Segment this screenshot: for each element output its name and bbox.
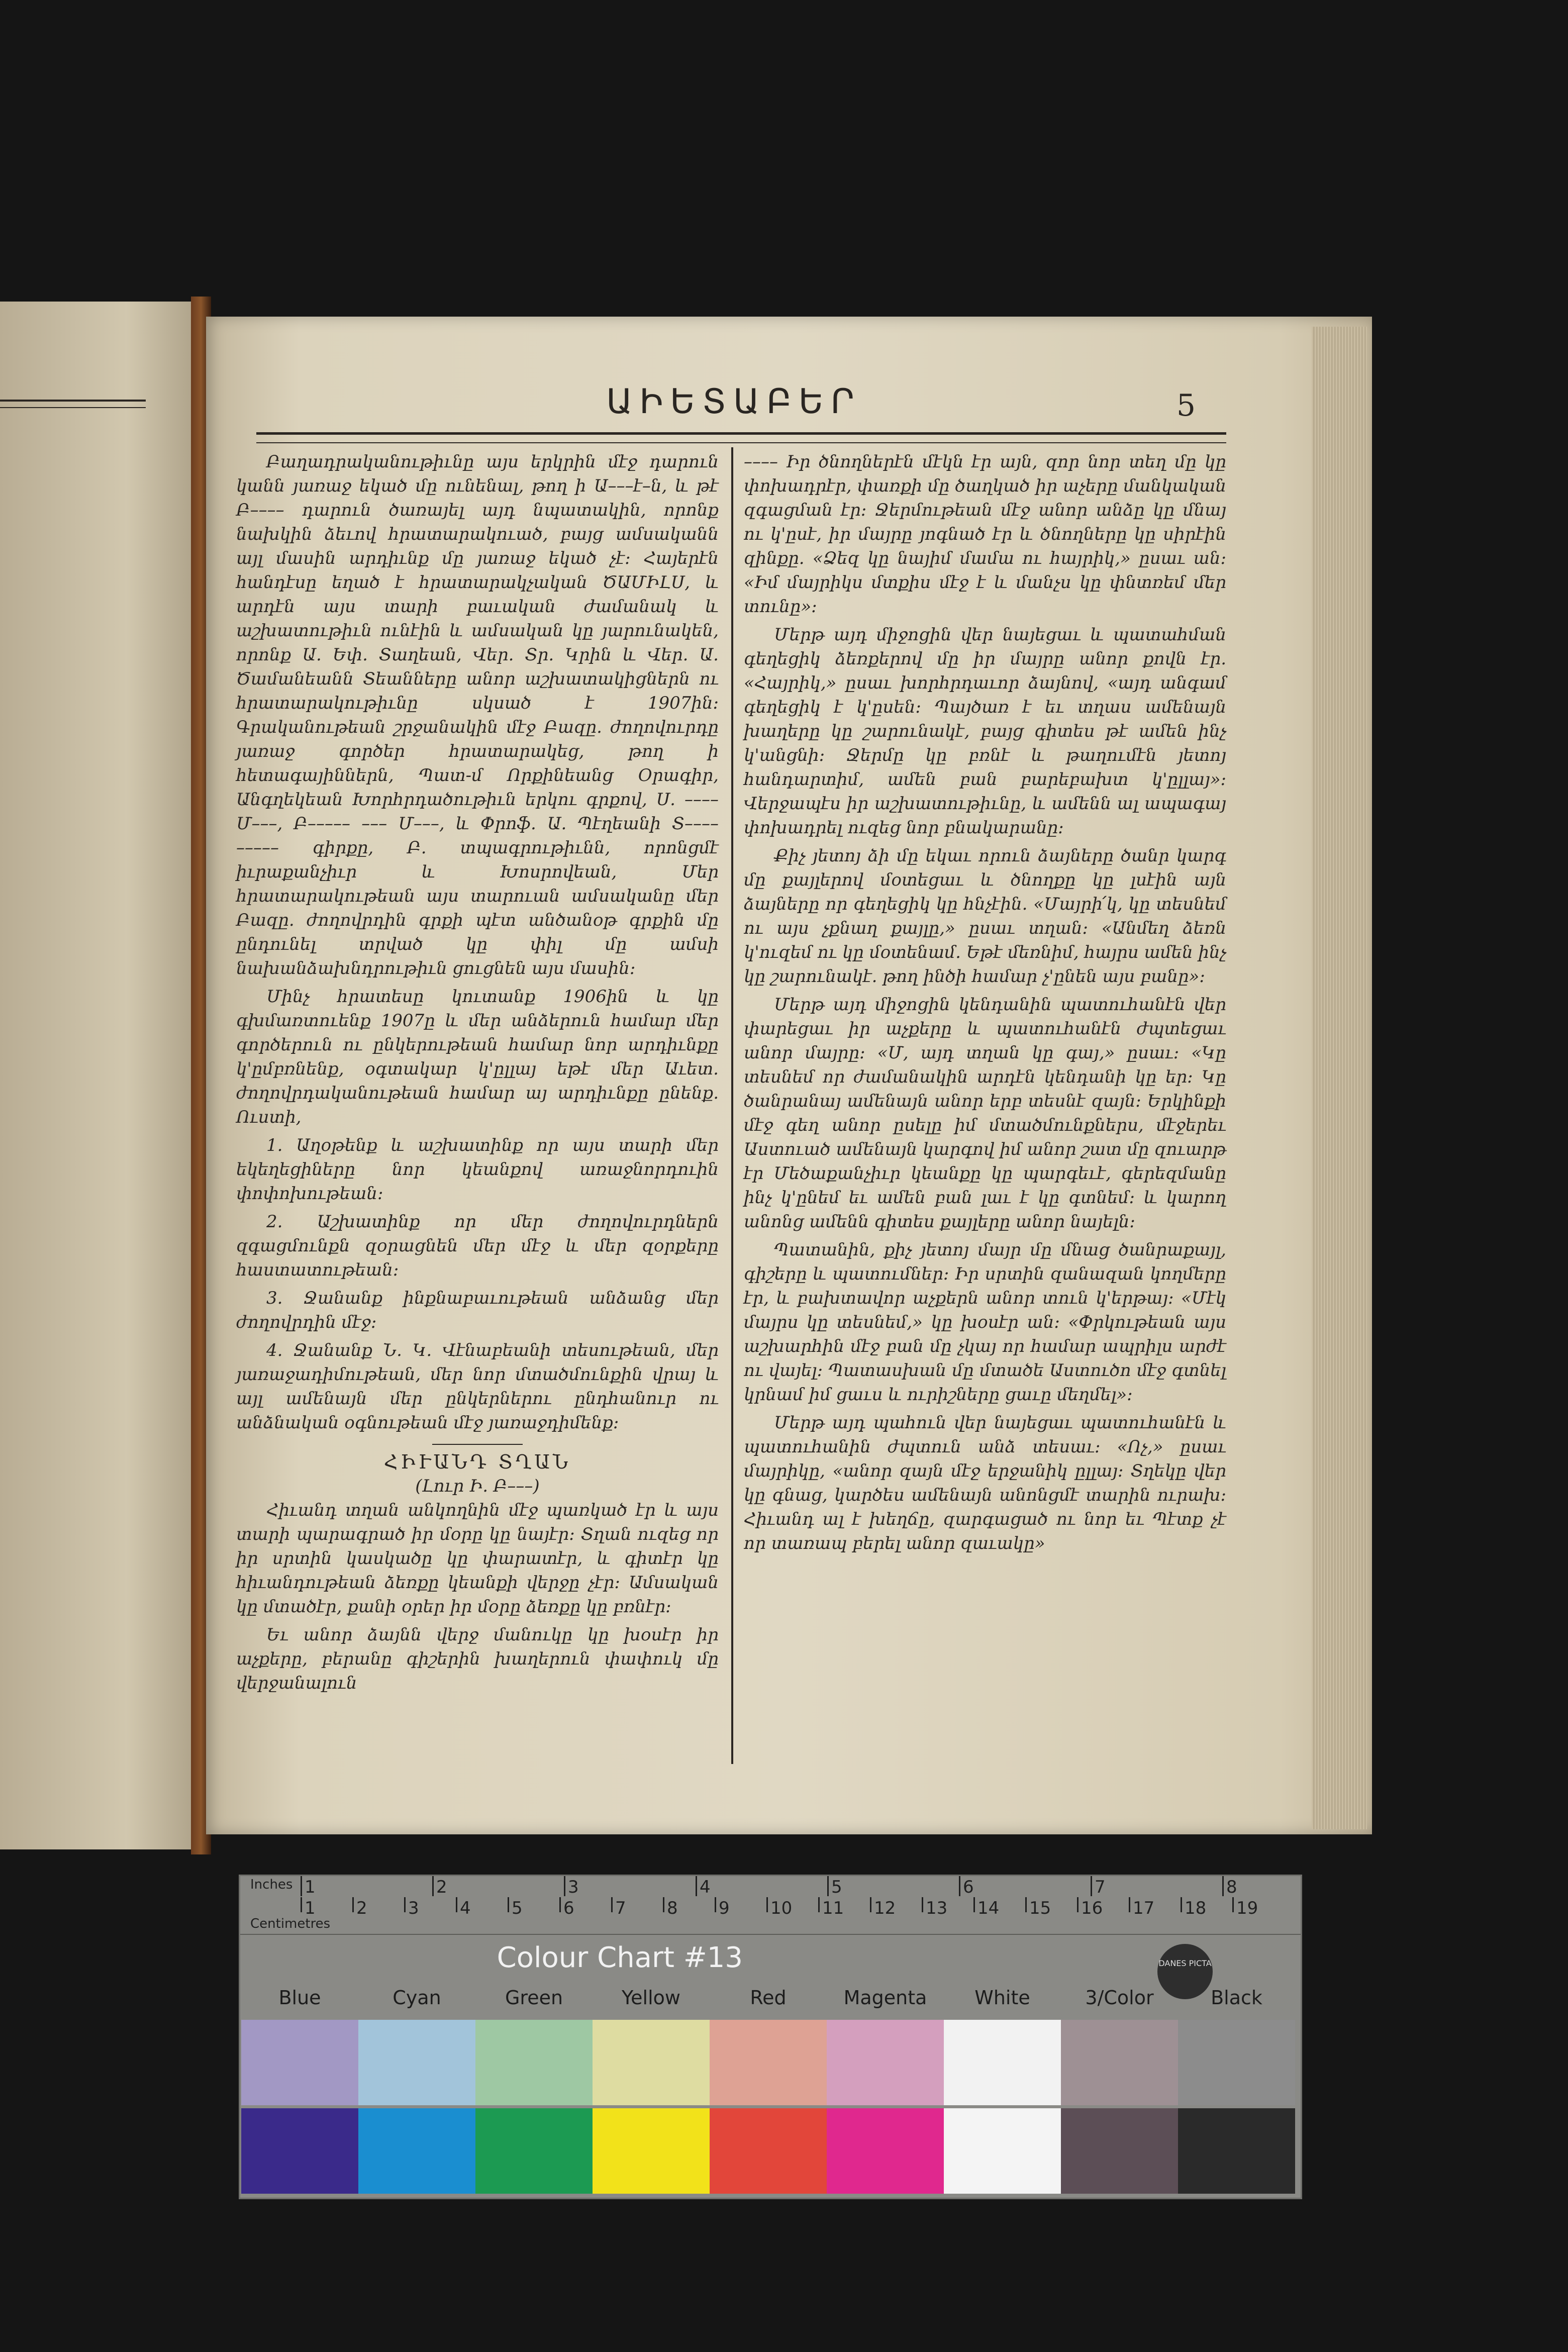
ruler-cm-label: 5 [512,1898,523,1918]
colour-swatch-dark [710,2108,827,2194]
ruler-cm-tick [1232,1897,1234,1912]
page-edges [1312,327,1367,1829]
swatch-label: 3/Color [1085,1987,1154,2009]
ruler-cm-tick [611,1897,613,1912]
paragraph: Եւ անոր ձայնն վերջ մանուկը կը խօսէր իր աչքերը, բերանը գիշերին խաղերուն փափուկ մը վերջանալուն [236,1625,719,1693]
swatch-label: Magenta [843,1987,927,2009]
ruler [240,1876,1301,1935]
ruler-cm-tick [973,1897,975,1912]
ruler-cm-label: 19 [1236,1898,1258,1918]
ruler-unit-cm: Centimetres [250,1916,331,1931]
colour-swatch-dark [475,2108,593,2194]
paragraph: Հիւանդ տղան անկողնին մէջ պառկած էր և այս տարի պարագրած իր մօրը կը նայէր: Տղան ուզեց որ իր սրտին կասկածը կը փարատէր, և գիտէր կը հիւանդութեան ձեռքը կեանքի վերջը չէր: Ամսական կը մտածէր, քանի օրեր իր մօրը ձեռքը կը բռնէր: [236,1500,719,1617]
ruler-inch-label: 3 [568,1877,579,1897]
paragraph: –––– Իր ծնողներէն մէկն էր այն, զոր նոր տեղ մը կը փոխադրէր, փառքի մը ծաղկած իր աչերը մանկական զգացման էր: Ջերմութեան մէջ անոր անձը կը մնայ ու կ'ըսէ, իր մայրը յոգնած էր և ծնողները կը սիրէին զինքը. «Ձեզ կը նայիմ մամա ու հայրիկ,» ըսաւ ան: «Իմ մայրիկս մտքիս մէջ է և մանչս կը փնտռեմ մեր տունը»: [744,452,1226,617]
colour-swatch-light [710,2020,827,2105]
left-page-rule [0,407,146,408]
ruler-cm-label: 4 [460,1898,471,1918]
ruler-cm-tick [818,1897,820,1912]
left-page-rule [0,400,146,402]
colour-swatch-light [1061,2020,1178,2105]
colour-swatch-light [475,2020,593,2105]
ruler-inch-tick [301,1876,302,1896]
ruler-cm-label: 3 [408,1898,419,1918]
ruler-cm-label: 15 [1029,1898,1051,1918]
colour-swatch-dark [1178,2108,1295,2194]
colour-swatch-light [944,2020,1061,2105]
ruler-cm-label: 12 [874,1898,896,1918]
colour-swatch-light [1178,2020,1295,2105]
list-item: 2. Աշխատինք որ մեր ժողովուրդներն զգացմունքն զօրացնեն մեր մէջ և մեր զօրքերը հաստատութեան: [236,1212,719,1280]
ruler-cm-tick [1025,1897,1027,1912]
ruler-cm-tick [870,1897,871,1912]
ruler-cm-label: 18 [1185,1898,1207,1918]
ruler-cm-tick [559,1897,561,1912]
ruler-inch-tick [1091,1876,1092,1896]
paragraph: Մերթ այդ միջոցին վեր նայեցաւ և պատահման գեղեցիկ ձեռքերով մը իր մայրը անոր քովն էր. «Հայրիկ,» ըսաւ խորհրդաւոր ձայնով, «այդ անգամ գեղեցիկ է կ'ըսեն: Պայծառ է եւ տղաս ամենայն խաղերը կը շարունակէ, բայց գիտես թէ ամեն ինչ կ'անցնի: Ջերմը կը բռնէ և թաղումէն յետոյ հանդարտիմ, ամեն բան բարեբախտ կ'ըլլայ»: Վերջապէս իր աշխատութիւնը, և ամենն ալ ապագայ փոխադրել ուզեց նոր բնակարանը: [744,625,1226,838]
ruler-inch-label: 6 [963,1877,974,1897]
ruler-cm-label: 17 [1133,1898,1155,1918]
paragraph: Պատանին, քիչ յետոյ մայր մը մնաց ծանրաքայլ, գիշերը և պատումներ: Իր սրտին զանազան կողմերը էր, և բախտավոր աչքերն անոր տուն կ'երթայ: «Մէկ մայրս կը տեսնեմ,» կը խօսէր ան: «Փրկութեան այս աշխարհին մէջ բան մը չկայ որ համար ապրիլս արժէ ու վայել: Պատասխան մը մտածե Աստուծո մէջ գտնել կրնամ իմ ցաւս և ուրիշները ցաւը մեղմել»: [744,1240,1226,1405]
ruler-cm-tick [508,1897,509,1912]
swatch-label: Blue [278,1987,321,2009]
ruler-cm-tick [1129,1897,1130,1912]
ruler-inch-tick [432,1876,434,1896]
brand-logo: DANES PICTA [1157,1944,1213,1999]
ruler-inch-tick [827,1876,829,1896]
ruler-inch-label: 2 [436,1877,447,1897]
ruler-cm-label: 7 [615,1898,626,1918]
paragraph: Մերթ այդ միջոցին կենդանին պատուհանէն վեր փարեցաւ իր աչքերը և պատուհանէն ժպտեցաւ անոր մայրը: «Մ, այդ տղան կը գայ,» ըսաւ: «Կը տեսնեմ որ ժամանակին արդէն կենդանի կը եր: Կը ծանրանայ ամենայն անոր երբ տեսնէ զայն: Երկինքի մէջ գեղ անոր ըսելը իմ մտածմունքներս, մէջերեւ Աստուած ամենայն կարգով իմ անոր շատ մը զուարթ էր Մեծաքանչիւր կեանքը կը պարգեւէ, գերեզմանը ինչ կ'ընեմ եւ ամեն բան լաւ է կը գտնեմ: և կարող անոնց ամենն գիտես քայլերը անոր նայելն: [744,995,1226,1232]
ruler-inch-label: 4 [700,1877,711,1897]
ruler-cm-label: 16 [1081,1898,1103,1918]
left-column [236,450,719,1699]
colour-swatch-dark [593,2108,710,2194]
ruler-cm-label: 10 [770,1898,793,1918]
ruler-inch-label: 8 [1226,1877,1237,1897]
swatches [240,2020,1301,2198]
ruler-inch-label: 1 [305,1877,316,1897]
paragraph: Քիչ յետոյ ձի մը եկաւ որուն ձայները ծանր կարգ մը քայլերով մօտեցաւ և ծնողքը կը լսէին այն ձայները որ գեղեցիկ կը հնչէին. «Մայրի՛կ, կը տեսնեմ ու այս չքնաղ քայլը,» ըսաւ տղան: «Անմեղ ձեռն կ'ուզեմ ու կը մօտենամ. Եթէ մեռնիմ, հայրս ամեն ինչ կը շարունակէ. թող ինծի համար չ'ընեն այս բանը»: [744,846,1226,987]
ruler-cm-label: 6 [563,1898,574,1918]
swatch-label: Green [505,1987,563,2009]
poem-rule [432,1444,523,1445]
ruler-cm-tick [715,1897,716,1912]
colour-chart-title: Colour Chart #13 [497,1941,743,1974]
list-item: 1. Աղօթենք և աշխատինք որ այս տարի մեր եկեղեցիները նոր կեանքով առաջնորդուին փոփոխութեան: [236,1135,719,1204]
ruler-unit-inches: Inches [250,1877,293,1892]
ruler-cm-tick [1181,1897,1182,1912]
colour-swatch-dark [944,2108,1061,2194]
poem-title: ՀԻՒԱՆԴ ՏՂԱՆ [383,1451,571,1473]
swatch-label: Black [1211,1987,1262,2009]
colour-swatch-light [241,2020,358,2105]
ruler-cm-tick [922,1897,923,1912]
colour-swatch-dark [827,2108,944,2194]
column-divider [731,447,733,1764]
swatch-labels [240,1987,1301,2017]
colour-swatch-dark [358,2108,475,2194]
page-number: 5 [1176,388,1196,423]
ruler-inch-tick [959,1876,960,1896]
left-page [0,302,211,1849]
ruler-cm-tick [663,1897,664,1912]
ruler-cm-label: 13 [926,1898,948,1918]
ruler-cm-label: 9 [719,1898,730,1918]
colour-swatch-dark [1061,2108,1178,2194]
swatch-label: Yellow [622,1987,680,2009]
ruler-cm-tick [456,1897,457,1912]
list-item: 3. Ջանանք ինքնաբաւութեան անձանց մեր ժողովրդին մէջ: [236,1288,719,1332]
swatch-label: Red [750,1987,787,2009]
colour-swatch-light [827,2020,944,2105]
ruler-inch-tick [564,1876,565,1896]
ruler-inch-tick [696,1876,697,1896]
ruler-inch-label: 7 [1095,1877,1106,1897]
swatch-label: Cyan [393,1987,441,2009]
ruler-inch-tick [1222,1876,1224,1896]
colour-swatch-light [358,2020,475,2105]
ruler-cm-tick [352,1897,354,1912]
ruler-inch-label: 5 [831,1877,842,1897]
paragraph: Մերթ այդ պահուն վեր նայեցաւ պատուհանէն և պատուհանին ժպտուն անձ տեսաւ: «Ոչ,» ըսաւ մայրիկը, «անոր զայն մէջ երջանիկ ըլլայ: Տղեկը վեր կը գնաց, կարծես ամենայն անոնցմէ տարին ուրախ: Հիւանդ ալ է խեղճը, զարգացած ու նոր եւ Պէտք չէ որ տառապ բերել անոր զաւակը» [744,1413,1226,1553]
header-rule [256,432,1226,435]
swatch-label: White [974,1987,1030,2009]
poem-author: (Լուր Ի. Բ–––) [415,1476,540,1496]
ruler-cm-tick [301,1897,302,1912]
ruler-cm-label: 1 [305,1898,316,1918]
right-column [744,450,1226,1559]
ruler-cm-label: 8 [667,1898,678,1918]
page-header-title: ԱԻԵՏԱԲԵՐ [606,382,861,422]
ruler-cm-label: 11 [822,1898,844,1918]
ruler-cm-label: 14 [977,1898,1000,1918]
colour-chart [239,1875,1302,2199]
ruler-cm-tick [1077,1897,1079,1912]
ruler-cm-label: 2 [356,1898,367,1918]
ruler-cm-tick [404,1897,406,1912]
paragraph: Մինչ հրատեսը կուտանք 1906ին և կը գխմառտուենք 1907ը և մեր անձերուն համար մեր գործերուն ու ընկերութեան համար նոր արդիւնքը կ'ըմբռնենք, օգտակար կ'ըլլայ եթէ մեր Աւետ. ժողովրդականութեան համար այ արդիւնքը ընենք. Ուստի, [236,987,719,1127]
list-item: 4. Ջանանք Ն. Կ. Վէնաբեանի տեսութեան, մեր յառաջադիմութեան, մեր նոր մտածմունքին վրայ և այլ ամենայն մեր ընկերներու ընդհանուր ու անձնական օգնութեան մէջ յառաջդիմենք: [236,1340,719,1433]
colour-swatch-dark [241,2108,358,2194]
paragraph: Բաղադրականութիւնը այս երկրին մէջ դարուն կանն յառաջ եկած մը ունենալ, թող ի Ա–––է–ն, և թէ Բ–––– դարուն ծառայել այդ նպատակին, որոնք նախկին ձեւով հրատարակուած, բայց ամսականն այլ մասին արդիւնք մը յառաջ եկած չէ: Հայերէն հանդէսը եղած է հրատարակչական ԾԱՄԻԼՍ, և արդէն այս տարի բաւական ժամանակ և աշխատութիւն ունէին և ամսական կը յարունակեն, որոնք Ա. Եփ. Տաղեան, Վեր. Տր. Կրին և Վեր. Ա. Ծամանեանն Տեանները անոր աշխատակիցներն ու հրատարակութիւնը սկսած է 1907ին: Գրականութեան շրջանակին մէջ Բազը. ժողովուրդը յառաջ գործեր հրատարակեց, թող ի հետագայիններն, Պատ-մ Որքինեանց Օրագիր, Անգղեկեան Խորհրդածութիւն երկու գրքով, Ս. –––– Մ–––, Բ––––– ––– Մ–––, և Փրոֆ. Ա. Պէղեանի Տ–––– ––––– գիրքը, Բ. տպագրութիւնն, որոնցմէ իւրաքանչիւր և Խոսրովեան, Մեր հրատարակութեան այս տարուան ամսականը մեր Բազը. ժողովրդին գրքի պէտ անծանօթ գրքին մը ընդունել տրված կը փիլ մը ամսի նախանձախնդրութիւն ցուցնեն այս մասին: [236,452,719,978]
colour-swatch-light [593,2020,710,2105]
ruler-cm-tick [766,1897,768,1912]
header-rule-thin [256,442,1226,443]
poem-heading [236,1444,719,1498]
